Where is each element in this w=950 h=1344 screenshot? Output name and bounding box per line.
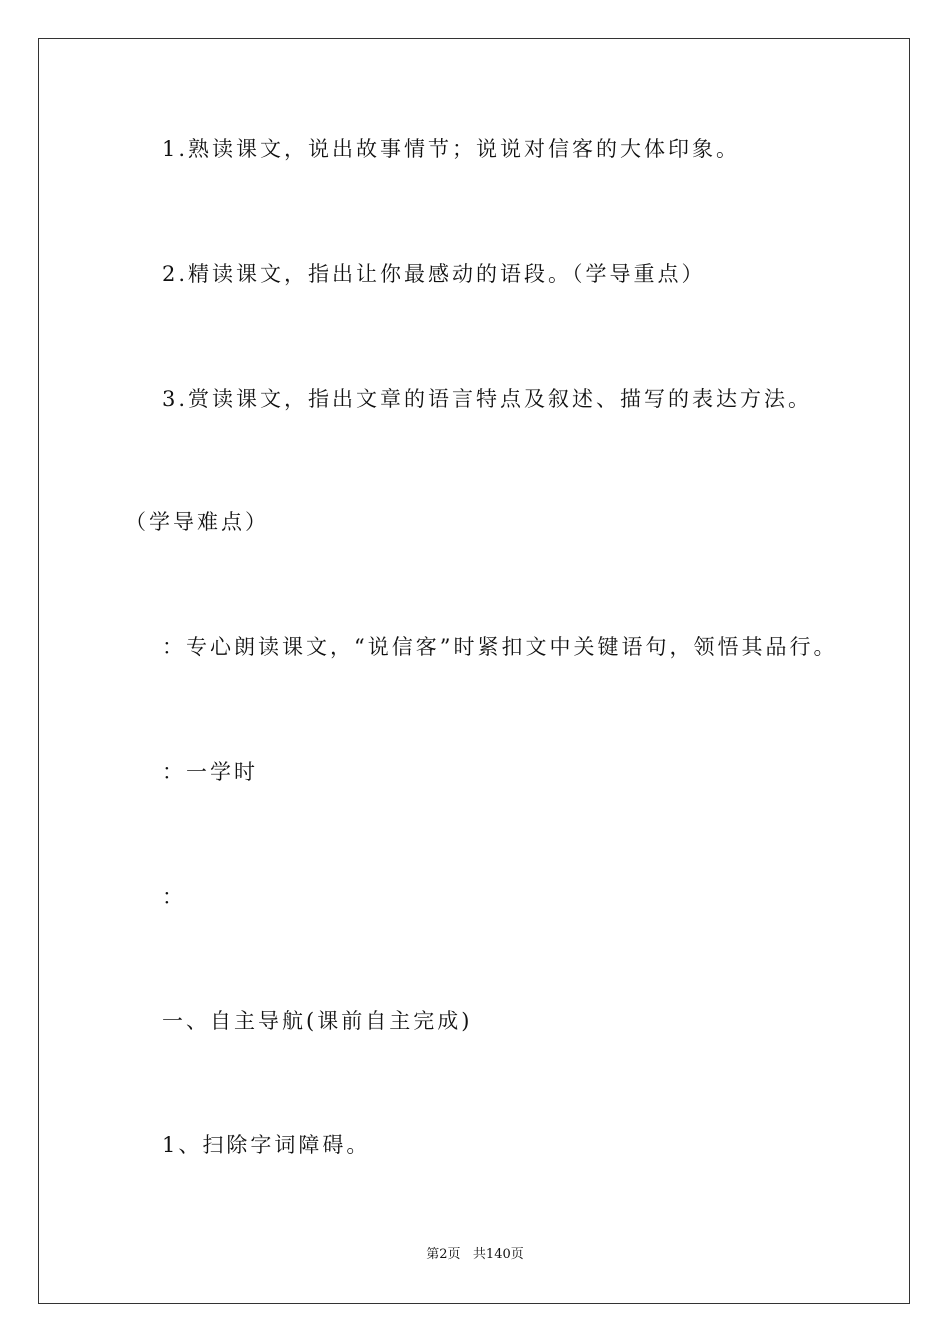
text-line-9: 1、扫除字词障碍。 <box>162 1133 371 1157</box>
text-line-6: ：一学时 <box>162 760 258 784</box>
text-line-3: 3.赏读课文，指出文章的语言特点及叙述、描写的表达方法。 <box>162 387 813 411</box>
page-border <box>38 38 910 1304</box>
text-line-2: 2.精读课文，指出让你最感动的语段。（学导重点） <box>162 262 706 286</box>
section-heading: 一、自主导航(课前自主完成) <box>162 1009 473 1033</box>
page-number: 第2页 共140页 <box>426 1247 524 1262</box>
text-line-5: ：专心朗读课文，“说信客”时紧扣文中关键语句，领悟其品行。 <box>162 635 838 659</box>
text-line-4: （学导难点） <box>125 510 269 534</box>
text-line-7: ： <box>162 885 186 909</box>
text-line-1: 1.熟读课文，说出故事情节；说说对信客的大体印象。 <box>162 137 741 161</box>
